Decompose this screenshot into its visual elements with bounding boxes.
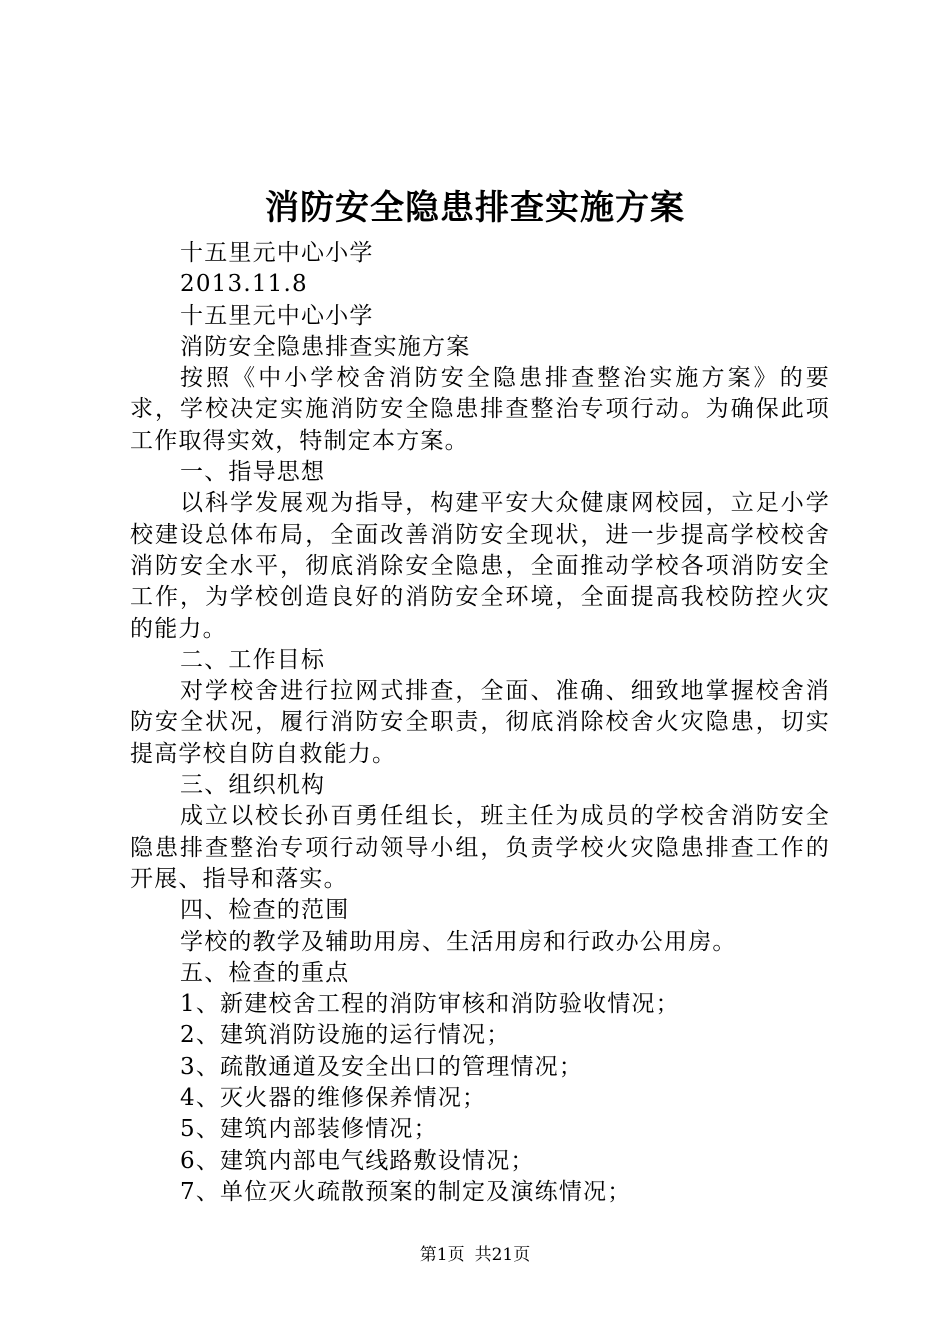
school-name-repeat: 十五里元中心小学 [180, 302, 374, 329]
section-heading-organization: 三、组织机构 [180, 772, 326, 799]
document-title: 消防安全隐患排查实施方案 [265, 188, 685, 228]
section-heading-inspection-focus: 五、检查的重点 [180, 959, 350, 986]
page-footer [0, 1243, 950, 1267]
list-item: 1、新建校舍工程的消防审核和消防验收情况； [180, 991, 680, 1018]
section-heading-work-goals: 二、工作目标 [180, 646, 326, 673]
page-total: 共21页 [474, 1245, 531, 1265]
list-item: 3、疏散通道及安全出口的管理情况； [180, 1053, 584, 1080]
intro-paragraph: 按照《中小学校舍消防安全隐患排查整治实施方案》的要求，学校决定实施消防安全隐患排查整治专项行动。为确保此项工作取得实效，特制定本方案。 [130, 365, 830, 454]
section-body-inspection-scope: 学校的教学及辅助用房、生活用房和行政办公用房。 [180, 928, 737, 955]
list-item: 4、灭火器的维修保养情况； [180, 1085, 487, 1112]
section-body-guiding-ideology: 以科学发展观为指导，构建平安大众健康网校园，立足小学校建设总体布局，全面改善消防安全现状，进一步提高学校校舍消防安全水平，彻底消除安全隐患，全面推动学校各项消防安全工作，为学校创造良好的消防安全环境，全面提高我校防控火灾的能力。 [130, 490, 830, 642]
document-date: 2013.11.8 [180, 271, 308, 298]
section-heading-inspection-scope: 四、检查的范围 [180, 897, 350, 924]
list-item: 7、单位灭火疏散预案的制定及演练情况； [180, 1178, 632, 1205]
list-item: 5、建筑内部装修情况； [180, 1116, 438, 1143]
section-body-organization: 成立以校长孙百勇任组长，班主任为成员的学校舍消防安全隐患排查整治专项行动领导小组，负责学校火灾隐患排查工作的开展、指导和落实。 [130, 803, 830, 892]
document-body [130, 238, 830, 1208]
page-number: 第1页 [419, 1245, 465, 1265]
section-body-work-goals: 对学校舍进行拉网式排查，全面、准确、细致地掌握校舍消防安全状况，履行消防安全职责，彻底消除校舍火灾隐患，切实提高学校自防自救能力。 [130, 678, 830, 767]
list-item: 2、建筑消防设施的运行情况； [180, 1022, 511, 1049]
section-heading-guiding-ideology: 一、指导思想 [180, 459, 326, 486]
list-item: 6、建筑内部电气线路敷设情况； [180, 1147, 535, 1174]
document-subtitle: 消防安全隐患排查实施方案 [180, 333, 471, 360]
school-name: 十五里元中心小学 [180, 240, 374, 266]
